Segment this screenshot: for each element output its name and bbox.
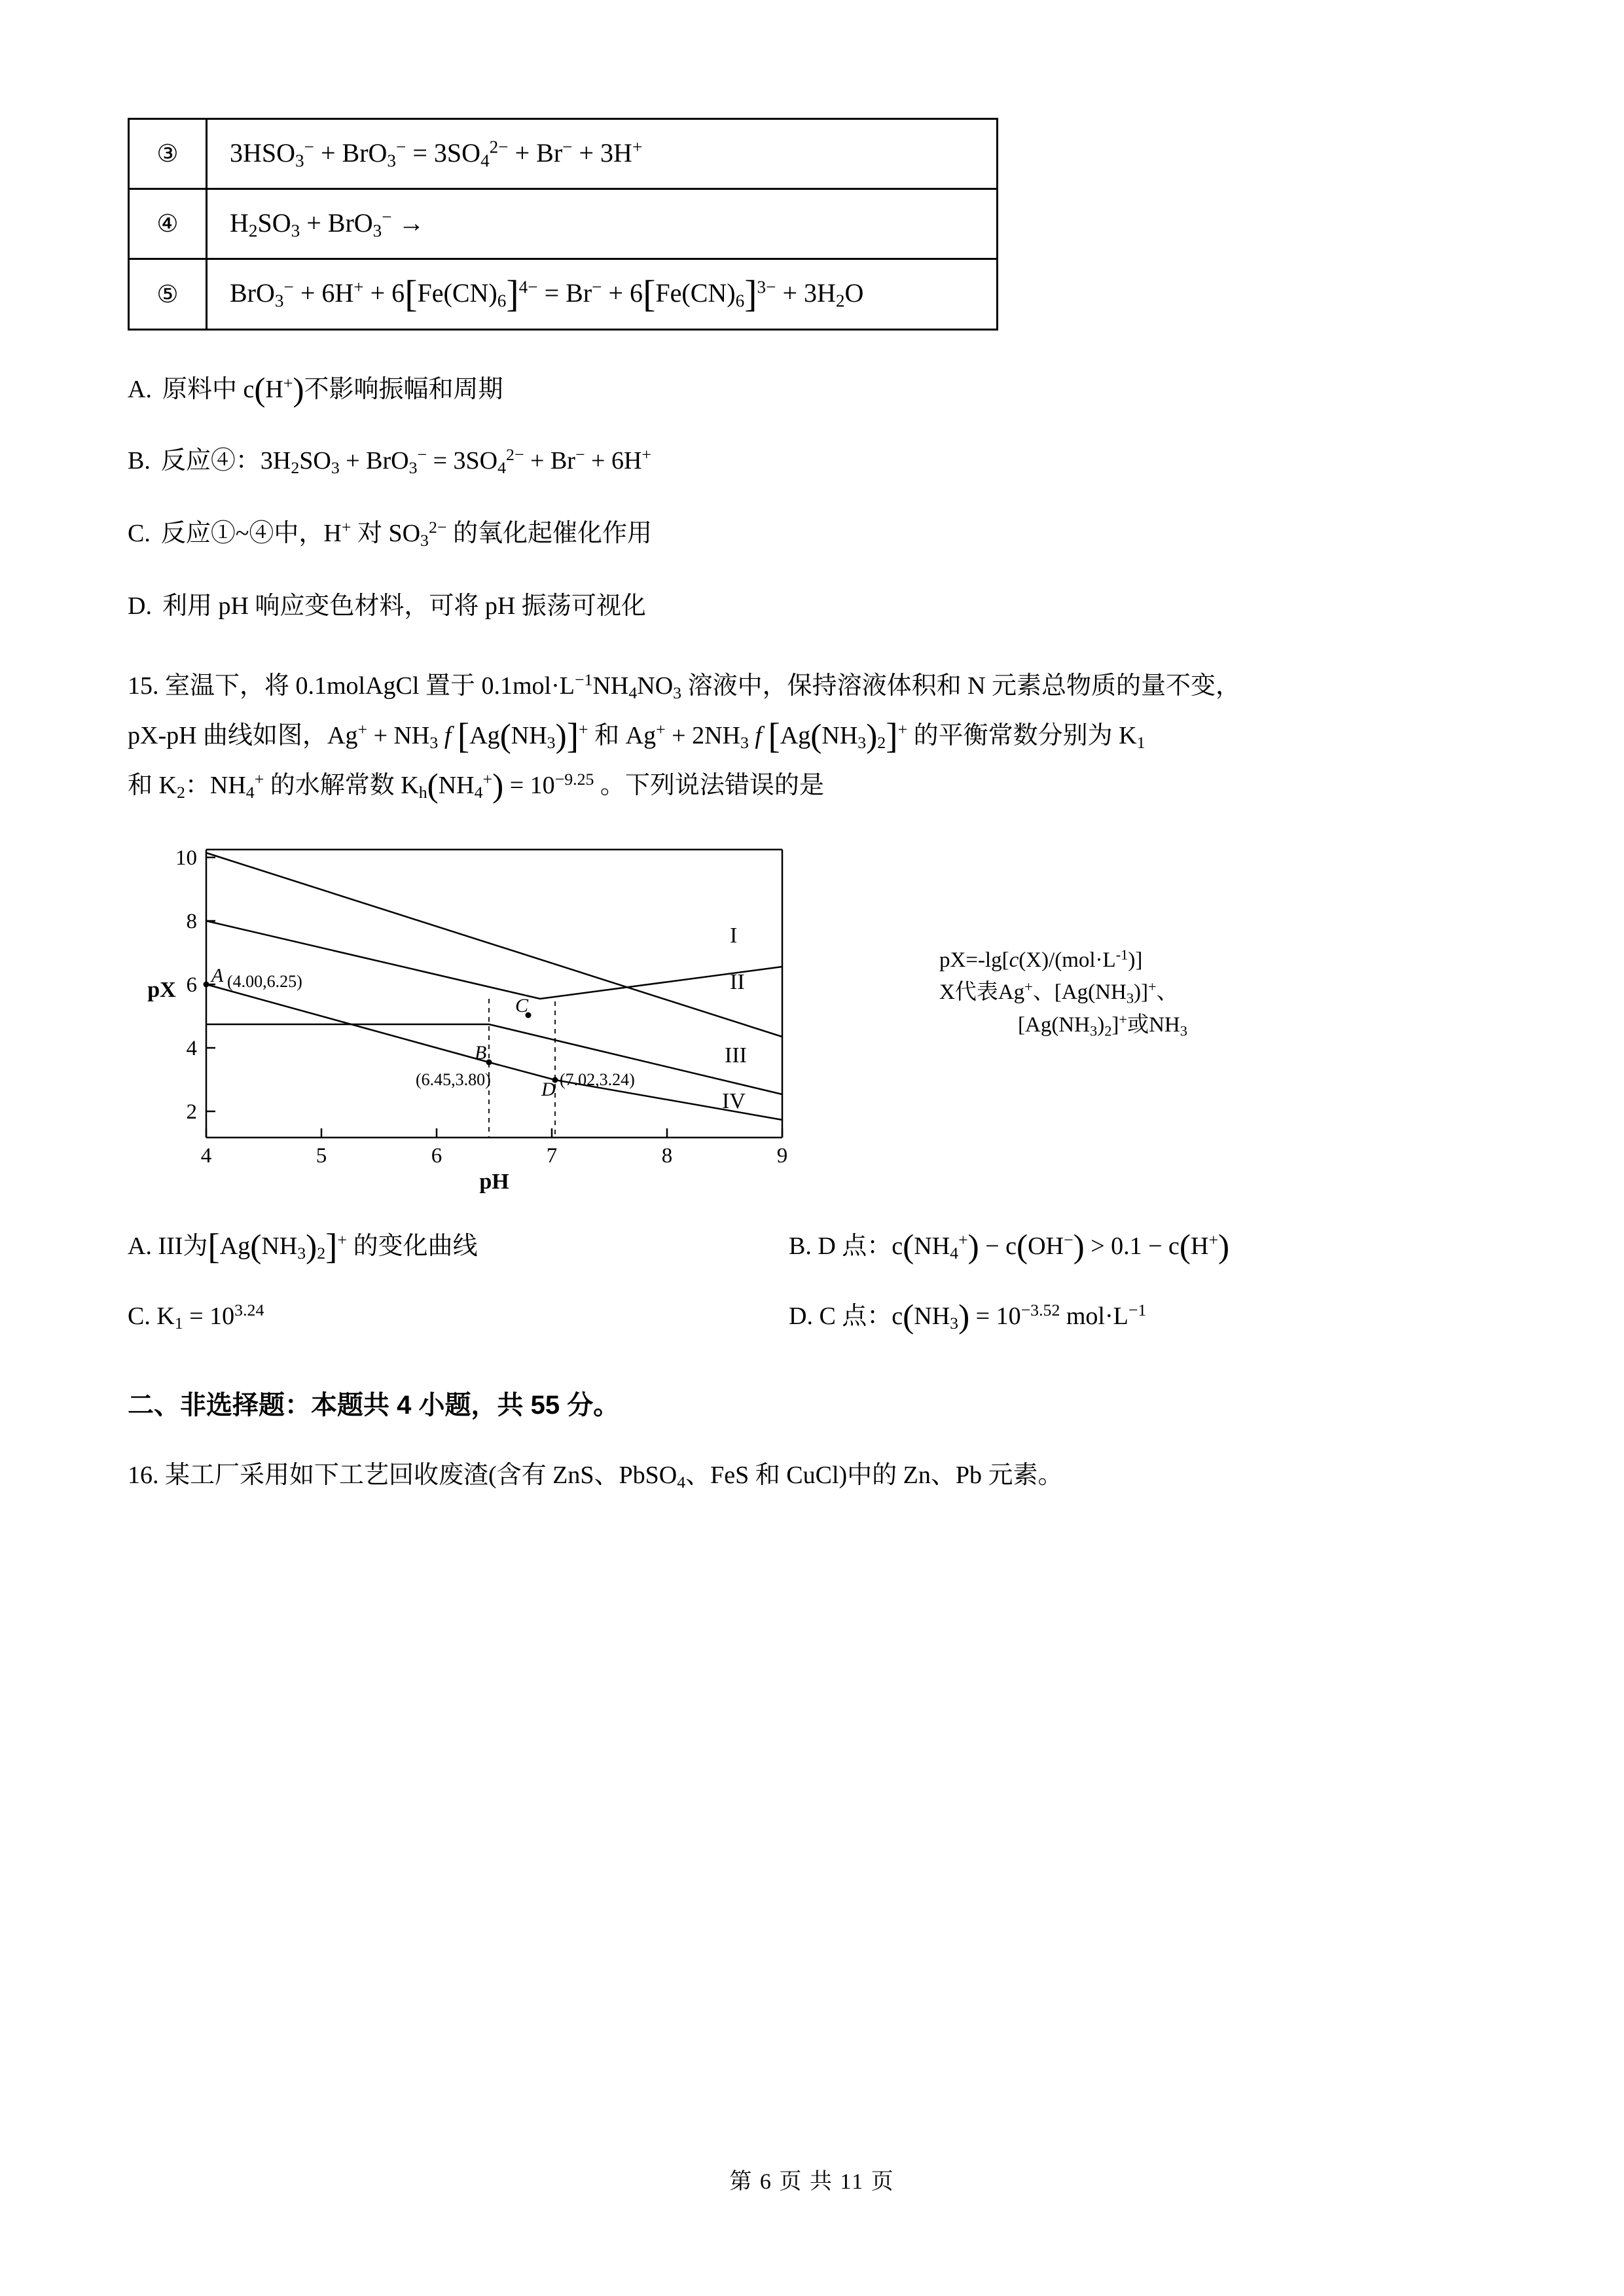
point-A: [204, 981, 209, 987]
choice-text: 反应①~④中，H+ 对 $SO_3^{2-}$ 的氧化起催化作用: [160, 517, 652, 550]
row-equation: [207, 259, 998, 329]
q15-line-3: 和 $K_2$：$NH_4^+$ 的水解常数 $K_h(NH_4^+) = 10^{-9.25}$ 。下列说法错误的是: [128, 766, 824, 804]
coord-B: (6.45,3.80): [416, 1069, 491, 1089]
choice-label: D.: [128, 592, 152, 620]
equation-text: $BrO_3^- + 6H^+ + 6[Fe(CN)_6]^{4-} = Br^- + 6[Fe(CN)_6]^{3-} + 3H_2O$: [230, 272, 864, 315]
row-equation: [207, 189, 998, 259]
question-15-stem: [128, 661, 1483, 810]
q15-choice-row-2: [128, 1297, 1483, 1337]
choice-label: A.: [128, 375, 152, 403]
svg-text:8: 8: [661, 1143, 673, 1168]
x-ticks: [206, 1128, 782, 1138]
chart-axes: [206, 850, 782, 1138]
row-index: ③: [129, 119, 207, 189]
table-row: [129, 119, 998, 189]
q15-choice-row-1: [128, 1227, 1483, 1267]
svg-text:8: 8: [186, 909, 197, 933]
point-coordinates: [227, 972, 635, 1089]
equation-text: $3HSO_3^- + BrO_3^- = 3SO_4^{2-} + Br^- + 3H^+$: [230, 137, 643, 171]
curve-label-II: II: [730, 969, 745, 994]
curve-III: [206, 1024, 782, 1094]
annotation-line-1: $pX=-\lg[c(X)/(mol\cdot L^{-1})]$: [939, 946, 1143, 972]
coord-D: (7.02,3.24): [560, 1069, 635, 1089]
q15-line-1: 15. 室温下，将 0.1molAgCl 置于 $0.1mol\cdot L^{-1}NH_4NO_3$ 溶液中，保持溶液体积和 N 元素总物质的量不变，: [128, 670, 1241, 702]
coord-A: (4.00,6.25): [227, 971, 302, 991]
point-label-D: D: [541, 1078, 556, 1100]
page-footer: 第 6 页 共 11 页: [729, 2170, 895, 2194]
section-header: 二、非选择题：本题共 4 小题，共 55 分。: [128, 1390, 620, 1420]
question-16-stem: 16. 某工厂采用如下工艺回收废渣(含有 ZnS、PbSO$_4$、FeS 和 CuCl)中的 Zn、Pb 元素。: [128, 1461, 1063, 1492]
choice-label: B.: [128, 446, 151, 475]
curve-label-I: I: [730, 923, 738, 948]
choice-c: [128, 515, 1483, 554]
svg-text:5: 5: [316, 1143, 327, 1168]
annotation-line-3: $[Ag(NH_3)_2]^+$或$NH_3$: [1018, 1011, 1187, 1039]
equation-table-body: [129, 119, 998, 330]
point-label-C: C: [515, 994, 529, 1016]
point-B: [486, 1059, 492, 1065]
curve-I: [206, 853, 782, 1037]
px-ph-figure: [128, 830, 1483, 1196]
choice-c: C. $K_1 = 10^{3.24}$: [128, 1300, 264, 1333]
x-axis-label: pH: [479, 1169, 509, 1194]
choice-b: B. D 点：$c(NH_4^+) - c(OH^-) > 0.1 - c(H^+)$: [789, 1227, 1230, 1265]
curve-label-III: III: [725, 1043, 747, 1067]
row-index: ⑤: [129, 259, 207, 329]
choice-a: [128, 371, 1483, 408]
q14-choices: [128, 371, 1483, 625]
equation-table: [128, 118, 998, 331]
equation-text: $H_2SO_3 + BrO_3^-$ →: [230, 207, 425, 241]
choice-d: D. C 点：$c(NH_3) = 10^{-3.52}$ $mol\cdot L^{-1}$: [789, 1298, 1147, 1336]
y-tick-labels: [175, 846, 197, 1124]
row-equation: [207, 119, 998, 189]
svg-text:6: 6: [431, 1143, 442, 1168]
row-index: ④: [129, 189, 207, 259]
choice-b: [128, 442, 1483, 481]
curve-label-IV: IV: [722, 1088, 746, 1113]
svg-text:4: 4: [186, 1036, 197, 1060]
svg-text:2: 2: [186, 1100, 197, 1124]
guide-lines: [489, 999, 555, 1138]
choice-text: 利用 pH 响应变色材料，可将 pH 振荡可视化: [162, 592, 646, 620]
y-axis-label: pX: [147, 977, 176, 1002]
svg-text:10: 10: [175, 846, 197, 870]
curve-IV: [206, 984, 782, 1120]
svg-text:7: 7: [546, 1143, 558, 1168]
q15-line-2: pX-pH 曲线如图，$Ag^+ + NH_3$ f $[Ag(NH_3)]^+$ 和 $Ag^+ + 2NH_3$ f $[Ag(NH_3)_2]^+$ 的平衡常数分别为 $K_1$: [128, 715, 1146, 756]
chart-annotation: [939, 944, 1187, 1042]
choice-text: 反应④：$3H_2SO_3 + BrO_3^- = 3SO_4^{2-} + Br^- + 6H^+$: [160, 444, 651, 477]
point-label-B: B: [475, 1041, 487, 1064]
svg-text:6: 6: [186, 973, 197, 997]
point-label-A: A: [211, 964, 224, 986]
choice-label: C.: [128, 519, 151, 547]
choice-d: [128, 588, 1483, 625]
x-tick-labels: [201, 1144, 788, 1168]
table-row: [129, 259, 998, 329]
choice-text: 原料中 c(H+)不影响振幅和周期: [162, 370, 503, 408]
svg-text:4: 4: [200, 1143, 212, 1168]
annotation-line-2: X代表Ag+、$[Ag(NH_3)]^+$、: [939, 978, 1178, 1007]
table-row: [129, 189, 998, 259]
choice-a: A. III为$[Ag(NH_3)_2]^+$ 的变化曲线: [128, 1226, 478, 1266]
px-ph-chart: [128, 830, 952, 1196]
svg-text:9: 9: [776, 1143, 788, 1168]
